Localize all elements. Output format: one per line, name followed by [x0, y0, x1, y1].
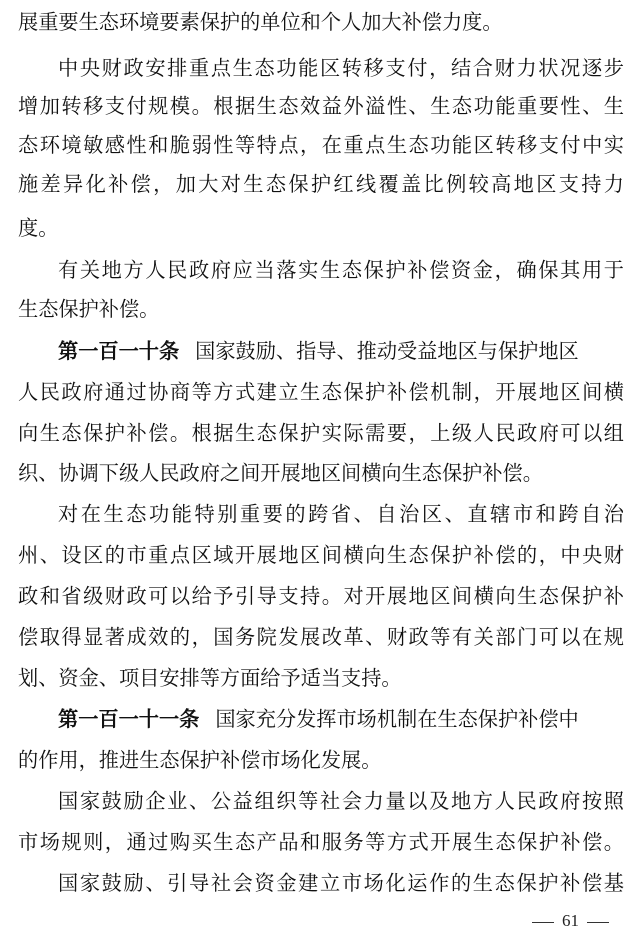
- text-line: 的作用，推进生态保护补偿市场化发展。: [18, 748, 382, 772]
- text-line: 展重要生态环境要素保护的单位和个人加大补偿力度。: [18, 10, 503, 34]
- article-heading: 第一百一十条: [58, 339, 180, 363]
- dash-left: [532, 922, 554, 923]
- text-line: 对在生态功能特别重要的跨省、自治区、直辖市和跨自治: [58, 502, 624, 526]
- text-line: 有关地方人民政府应当落实生态保护补偿资金，确保其用于: [58, 258, 624, 282]
- text-line: 偿取得显著成效的，国务院发展改革、财政等有关部门可以在规: [18, 625, 624, 649]
- article-111-first-line: [58, 704, 579, 734]
- text-line: 市场规则，通过购买生态产品和服务等方式开展生态保护补偿。: [18, 830, 624, 854]
- text-line: 国家鼓励、引导社会资金建立市场化运作的生态保护补偿基: [58, 871, 624, 895]
- text-line: 生态保护补偿。: [18, 297, 160, 321]
- text-line: 中央财政安排重点生态功能区转移支付，结合财力状况逐步: [58, 56, 624, 80]
- text-line: 划、资金、项目安排等方面给予适当支持。: [18, 666, 402, 690]
- text-line: 态环境敏感性和脆弱性等特点，在重点生态功能区转移支付中实: [18, 133, 624, 157]
- dash-right: [587, 922, 609, 923]
- page-number-value: 61: [562, 911, 579, 930]
- page-number: [524, 909, 617, 933]
- text-line: 国家鼓励企业、公益组织等社会力量以及地方人民政府按照: [58, 789, 624, 813]
- text-line: 增加转移支付规模。根据生态效益外溢性、生态功能重要性、生: [18, 94, 624, 118]
- text-line: 州、设区的市重点区域开展地区间横向生态保护补偿的，中央财: [18, 543, 624, 567]
- article-heading: 第一百一十一条: [58, 707, 200, 731]
- article-text: 国家鼓励、指导、推动受益地区与保护地区: [195, 339, 579, 363]
- text-line: 度。: [18, 216, 59, 240]
- article-110-first-line: [58, 336, 579, 366]
- text-line: 政和省级财政可以给予引导支持。对开展地区间横向生态保护补: [18, 584, 624, 608]
- text-line: 施差异化补偿，加大对生态保护红线覆盖比例较高地区支持力: [18, 172, 624, 196]
- article-text: 国家充分发挥市场机制在生态保护补偿中: [215, 707, 579, 731]
- text-line: 人民政府通过协商等方式建立生态保护补偿机制，开展地区间横: [18, 380, 624, 404]
- text-line: 织、协调下级人民政府之间开展地区间横向生态保护补偿。: [18, 461, 543, 485]
- text-line: 向生态保护补偿。根据生态保护实际需要，上级人民政府可以组: [18, 421, 624, 445]
